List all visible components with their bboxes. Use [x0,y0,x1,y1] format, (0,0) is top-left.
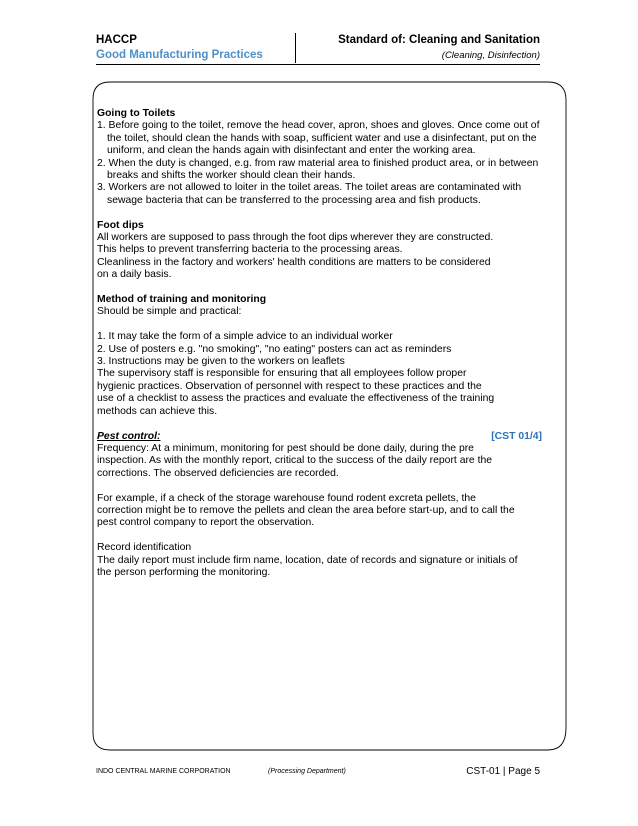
pest-title: Pest control: [97,430,161,442]
pest-para2-line: correction might be to remove the pellets and clean the area before start-up, and to call the [97,504,515,516]
record-line: the person performing the monitoring. [97,566,271,578]
footer-organization: INDO CENTRAL MARINE CORPORATION [96,768,231,775]
header-subtitle: Good Manufacturing Practices [96,49,263,61]
pest-header [97,431,542,443]
training-line: The supervisory staff is responsible for ensuring that all employees follow proper [97,368,467,380]
record-line: The daily report must include firm name, location, date of records and signature or initials of [97,554,518,566]
footdips-title: Foot dips [97,219,144,231]
toilets-item-3: 3. Workers are not allowed to loiter in the toilet areas. The toilet areas are contaminated with sewage bacteria that can be transferred to the processing area and fish products. [97,182,522,206]
footer-department: (Processing Department) [268,768,346,775]
footdips-line: on a daily basis. [97,269,172,281]
pest-para2-line: pest control company to report the observation. [97,517,315,529]
training-line: use of a checklist to assess the practices and evaluate the effectiveness of the training [97,393,495,405]
header-standard: Standard of: Cleaning and Sanitation [338,34,540,46]
toilets-title: Going to Toilets [97,108,176,119]
footdips-line: Cleanliness in the factory and workers' health conditions are matters to be considered [97,256,491,268]
header-standard-sub: (Cleaning, Disinfection) [441,50,540,61]
toilets-item-1: 1. Before going to the toilet, remove the head cover, apron, shoes and gloves. Once come out of the toilet, should clean the hands with soap, sufficient water and use a disinfectant, put on the uniform, and clean the hands again with disinfectant and enter the working area. [97,120,540,157]
pest-para1-line: Frequency: At a minimum, monitoring for pest should be done daily, during the pre [97,442,474,454]
training-line: methods can achieve this. [97,405,218,417]
header-title: HACCP [96,34,137,46]
pest-para1-line: inspection. As with the monthly report, critical to the success of the daily report are the [97,455,493,467]
pest-reference: [CST 01/4] [491,430,542,442]
training-item-2: 2. Use of posters e.g. "no smoking", "no eating" posters can act as reminders [97,343,452,355]
footer-page-number: CST-01 | Page 5 [466,766,540,777]
footdips-line: All workers are supposed to pass through the foot dips wherever they are constructed. [97,232,494,244]
training-item-1: 1. It may take the form of a simple advice to an individual worker [97,331,393,343]
record-title: Record identification [97,542,192,554]
footdips-line: This helps to prevent transferring bacteria to the processing areas. [97,244,403,256]
training-line: hygienic practices. Observation of personnel with respect to these practices and the [97,380,482,392]
pest-para2-line: For example, if a check of the storage warehouse found rodent excreta pellets, the [97,492,476,504]
training-item-3: 3. Instructions may be given to the workers on leaflets [97,356,345,368]
pest-para1-line: corrections. The observed deficiencies are recorded. [97,467,339,479]
toilets-item-2: 2. When the duty is changed, e.g. from raw material area to finished product area, or in between breaks and shifts the worker should clean their hands. [97,157,539,182]
training-intro: Should be simple and practical: [97,306,242,318]
content-body [97,108,542,579]
training-title: Method of training and monitoring [97,294,267,306]
